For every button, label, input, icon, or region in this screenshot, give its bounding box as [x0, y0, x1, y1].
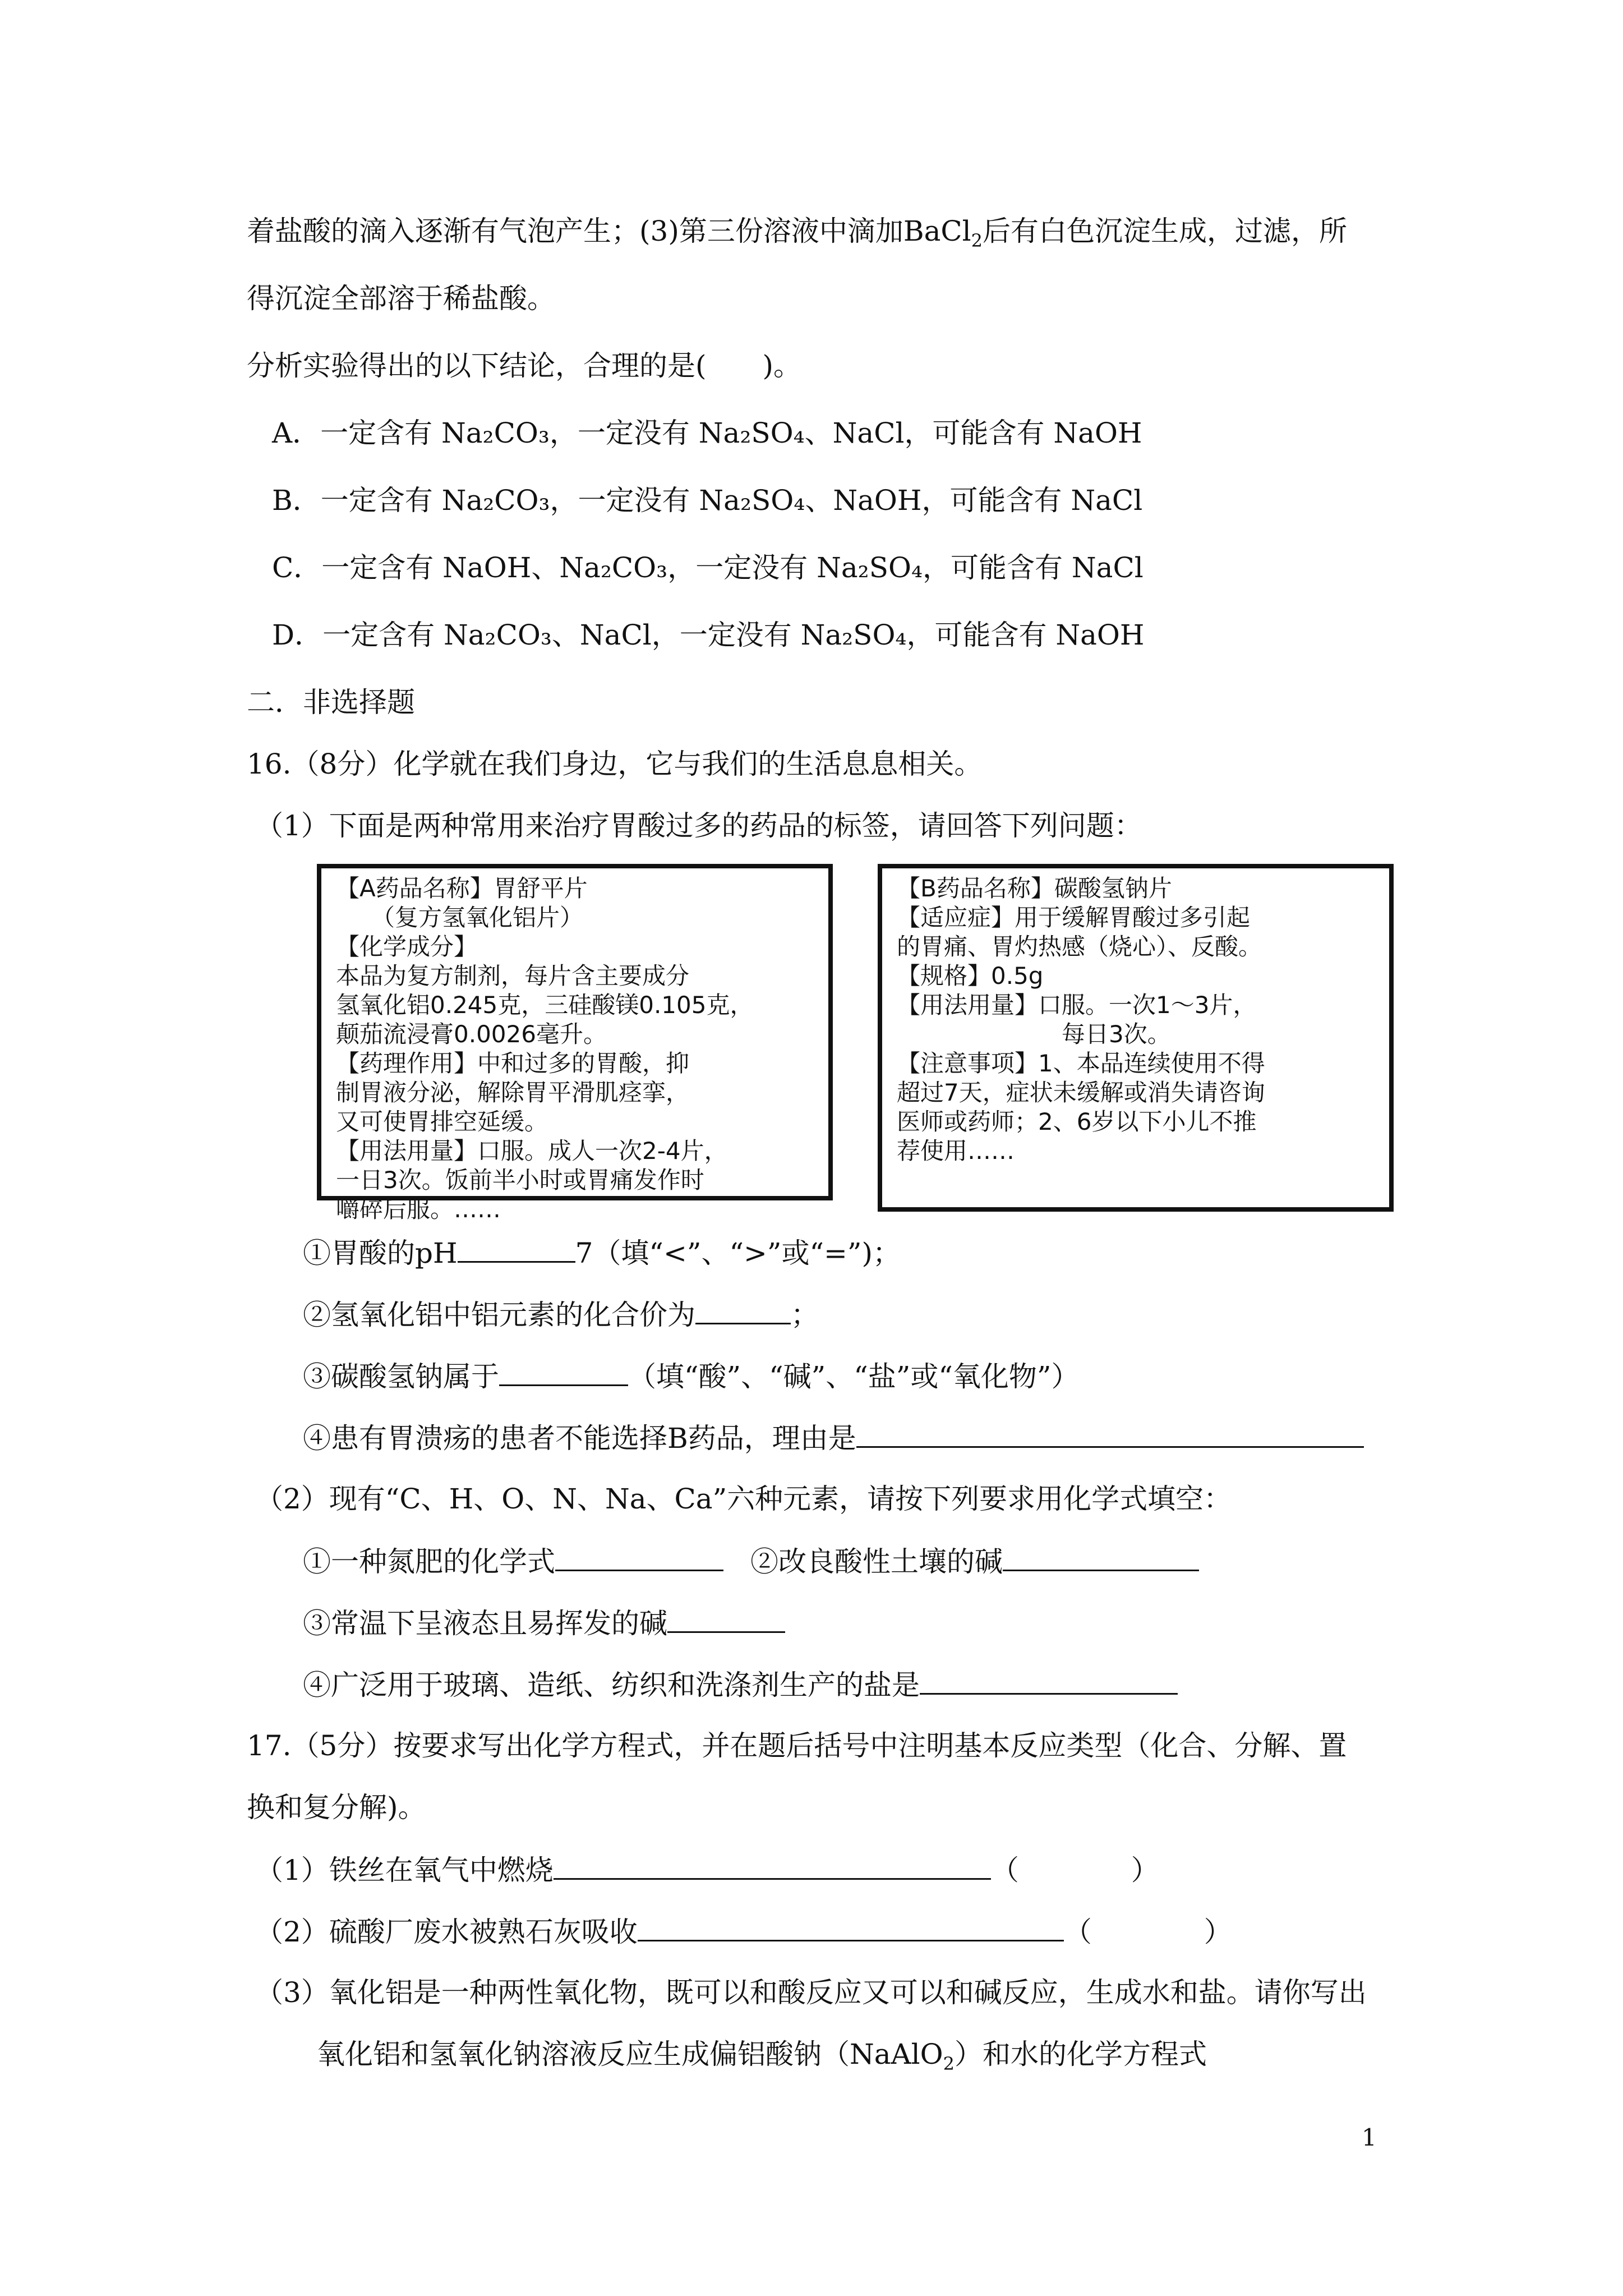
reaction-type-paren[interactable]: （ ）	[990, 1854, 1159, 1887]
question-16-part2-intro: （2）现有“C、H、O、N、Na、Ca”六种元素，请按下列要求用化学式填空：	[255, 1483, 1232, 1515]
question-16-2-row1	[303, 1543, 1199, 1580]
option-letter: D．	[272, 619, 323, 651]
answer-blank[interactable]	[856, 1419, 1364, 1448]
answer-blank[interactable]	[554, 1851, 991, 1880]
question-text: （2）硫酸厂废水被熟石灰吸收	[255, 1916, 638, 1948]
answer-blank[interactable]	[638, 1913, 1064, 1941]
question-text: ③常温下呈液态且易挥发的碱	[303, 1607, 667, 1640]
option-text: 一定含有 Na₂CO₃、NaCl，一定没有 Na₂SO₄，可能含有 NaOH	[322, 619, 1145, 651]
question-16-stem: 16.（8分）化学就在我们身边，它与我们的生活息息相关。	[247, 748, 983, 780]
question-text: ④广泛用于玻璃、造纸、纺织和洗涤剂生产的盐是	[303, 1669, 920, 1701]
option-b	[272, 482, 1142, 518]
label-line: 医师或药师；2、6岁以下小儿不推	[897, 1108, 1257, 1135]
label-line: （复方氢氧化铝片）	[336, 904, 584, 931]
subscript: 2	[971, 230, 983, 251]
question-text: 7（填“<”、“>”或“=”)；	[575, 1237, 901, 1269]
answer-blank[interactable]	[667, 1604, 785, 1633]
question-16-1-3	[303, 1358, 1080, 1395]
label-line: 嚼碎后服。……	[336, 1195, 501, 1223]
question-16-1-4	[303, 1419, 1364, 1456]
question-17-stem-cont: 换和复分解)。	[247, 1791, 426, 1824]
label-line: 超过7天，症状未缓解或消失请咨询	[897, 1079, 1265, 1106]
text-line	[247, 213, 1347, 259]
option-d	[272, 617, 1145, 653]
label-line: 荐使用……	[897, 1137, 1015, 1165]
option-text: 一定含有 Na₂CO₃，一定没有 Na₂SO₄、NaOH，可能含有 NaCl	[320, 484, 1143, 517]
label-line: 每日3次。	[897, 1020, 1171, 1048]
subscript: 2	[943, 2053, 955, 2074]
question-prompt: 分析实验得出的以下结论，合理的是( )。	[247, 349, 802, 382]
label-line: 【A药品名称】胃舒平片	[336, 875, 588, 902]
question-17-2	[255, 1913, 1232, 1950]
question-text: ③碳酸氢钠属于	[303, 1360, 499, 1393]
answer-blank[interactable]	[1003, 1543, 1199, 1571]
question-16-1-2	[303, 1296, 819, 1333]
label-line: 一日3次。饭前半小时或胃痛发作时	[336, 1166, 704, 1194]
question-text: ②改良酸性土壤的碱	[750, 1545, 1003, 1578]
question-text: （1）铁丝在氧气中燃烧	[255, 1854, 554, 1887]
question-17-1	[255, 1851, 1159, 1888]
label-line: 【适应症】用于缓解胃酸过多引起	[897, 904, 1251, 931]
answer-blank[interactable]	[499, 1358, 628, 1386]
question-16-2-row3	[303, 1666, 1178, 1703]
label-line: 【用法用量】口服。成人一次2-4片，	[336, 1137, 728, 1165]
label-line: 【注意事项】1、本品连续使用不得	[897, 1050, 1265, 1077]
question-text: （填“酸”、“碱”、“盐”或“氧化物”）	[628, 1360, 1080, 1393]
option-letter: A．	[272, 417, 321, 449]
section-title: 二．非选择题	[247, 686, 415, 719]
question-16-2-row2	[303, 1604, 785, 1641]
question-text: ④患有胃溃疡的患者不能选择B药品，理由是	[303, 1422, 856, 1455]
label-line: 【药理作用】中和过多的胃酸，抑	[336, 1050, 690, 1077]
question-17-3-cont	[317, 2036, 1207, 2082]
answer-blank[interactable]	[920, 1666, 1178, 1695]
drug-label-b	[878, 864, 1394, 1212]
label-line: 制胃液分泌，解除胃平滑肌痉挛，	[336, 1079, 690, 1106]
reaction-type-paren[interactable]: （ ）	[1063, 1916, 1232, 1948]
question-text: ；	[791, 1299, 819, 1331]
text-span: 后有白色沉淀生成，过滤，所	[982, 215, 1347, 247]
label-line: 【规格】0.5g	[897, 962, 1044, 990]
label-line: 氢氧化铝0.245克，三硅酸镁0.105克，	[336, 991, 754, 1019]
answer-blank[interactable]	[458, 1234, 575, 1263]
label-line: 颠茄流浸膏0.0026毫升。	[336, 1020, 607, 1048]
option-text: 一定含有 Na₂CO₃，一定没有 Na₂SO₄、NaCl，可能含有 NaOH	[320, 417, 1142, 449]
question-17-stem: 17.（5分）按要求写出化学方程式，并在题后括号中注明基本反应类型（化合、分解、置	[247, 1729, 1347, 1762]
option-a	[272, 415, 1142, 451]
option-text: 一定含有 NaOH、Na₂CO₃，一定没有 Na₂SO₄，可能含有 NaCl	[321, 551, 1144, 584]
label-line: 【化学成分】	[336, 933, 478, 960]
page-number: 1	[1362, 2124, 1377, 2151]
label-line: 的胃痛、胃灼热感（烧心）、反酸。	[897, 933, 1262, 960]
question-text: ②氢氧化铝中铝元素的化合价为	[303, 1299, 695, 1331]
answer-blank[interactable]	[555, 1543, 723, 1571]
question-text: ①胃酸的pH	[303, 1237, 458, 1269]
label-line: 本品为复方制剂，每片含主要成分	[336, 962, 690, 990]
label-line: 【B药品名称】碳酸氢钠片	[897, 875, 1172, 902]
question-text: 氧化铝和氢氧化钠溶液反应生成偏铝酸钠（NaAlO	[317, 2038, 943, 2070]
question-16-1-1	[303, 1234, 901, 1271]
question-text: ①一种氮肥的化学式	[303, 1545, 555, 1578]
label-line: 【用法用量】口服。一次1～3片，	[897, 991, 1257, 1019]
question-16-part1-intro: （1）下面是两种常用来治疗胃酸过多的药品的标签，请回答下列问题：	[255, 809, 1142, 842]
option-letter: C．	[272, 551, 322, 584]
question-17-3: （3）氧化铝是一种两性氧化物，既可以和酸反应又可以和碱反应，生成水和盐。请你写出	[255, 1976, 1367, 2009]
answer-blank[interactable]	[695, 1296, 791, 1324]
option-c	[272, 550, 1144, 586]
drug-label-a	[317, 864, 833, 1223]
question-text: ）和水的化学方程式	[955, 2038, 1207, 2070]
option-letter: B．	[272, 484, 321, 517]
text-line: 得沉淀全部溶于稀盐酸。	[247, 282, 555, 315]
text-span: 着盐酸的滴入逐渐有气泡产生；(3)第三份溶液中滴加BaCl	[247, 215, 971, 247]
label-line: 又可使胃排空延缓。	[336, 1108, 548, 1135]
